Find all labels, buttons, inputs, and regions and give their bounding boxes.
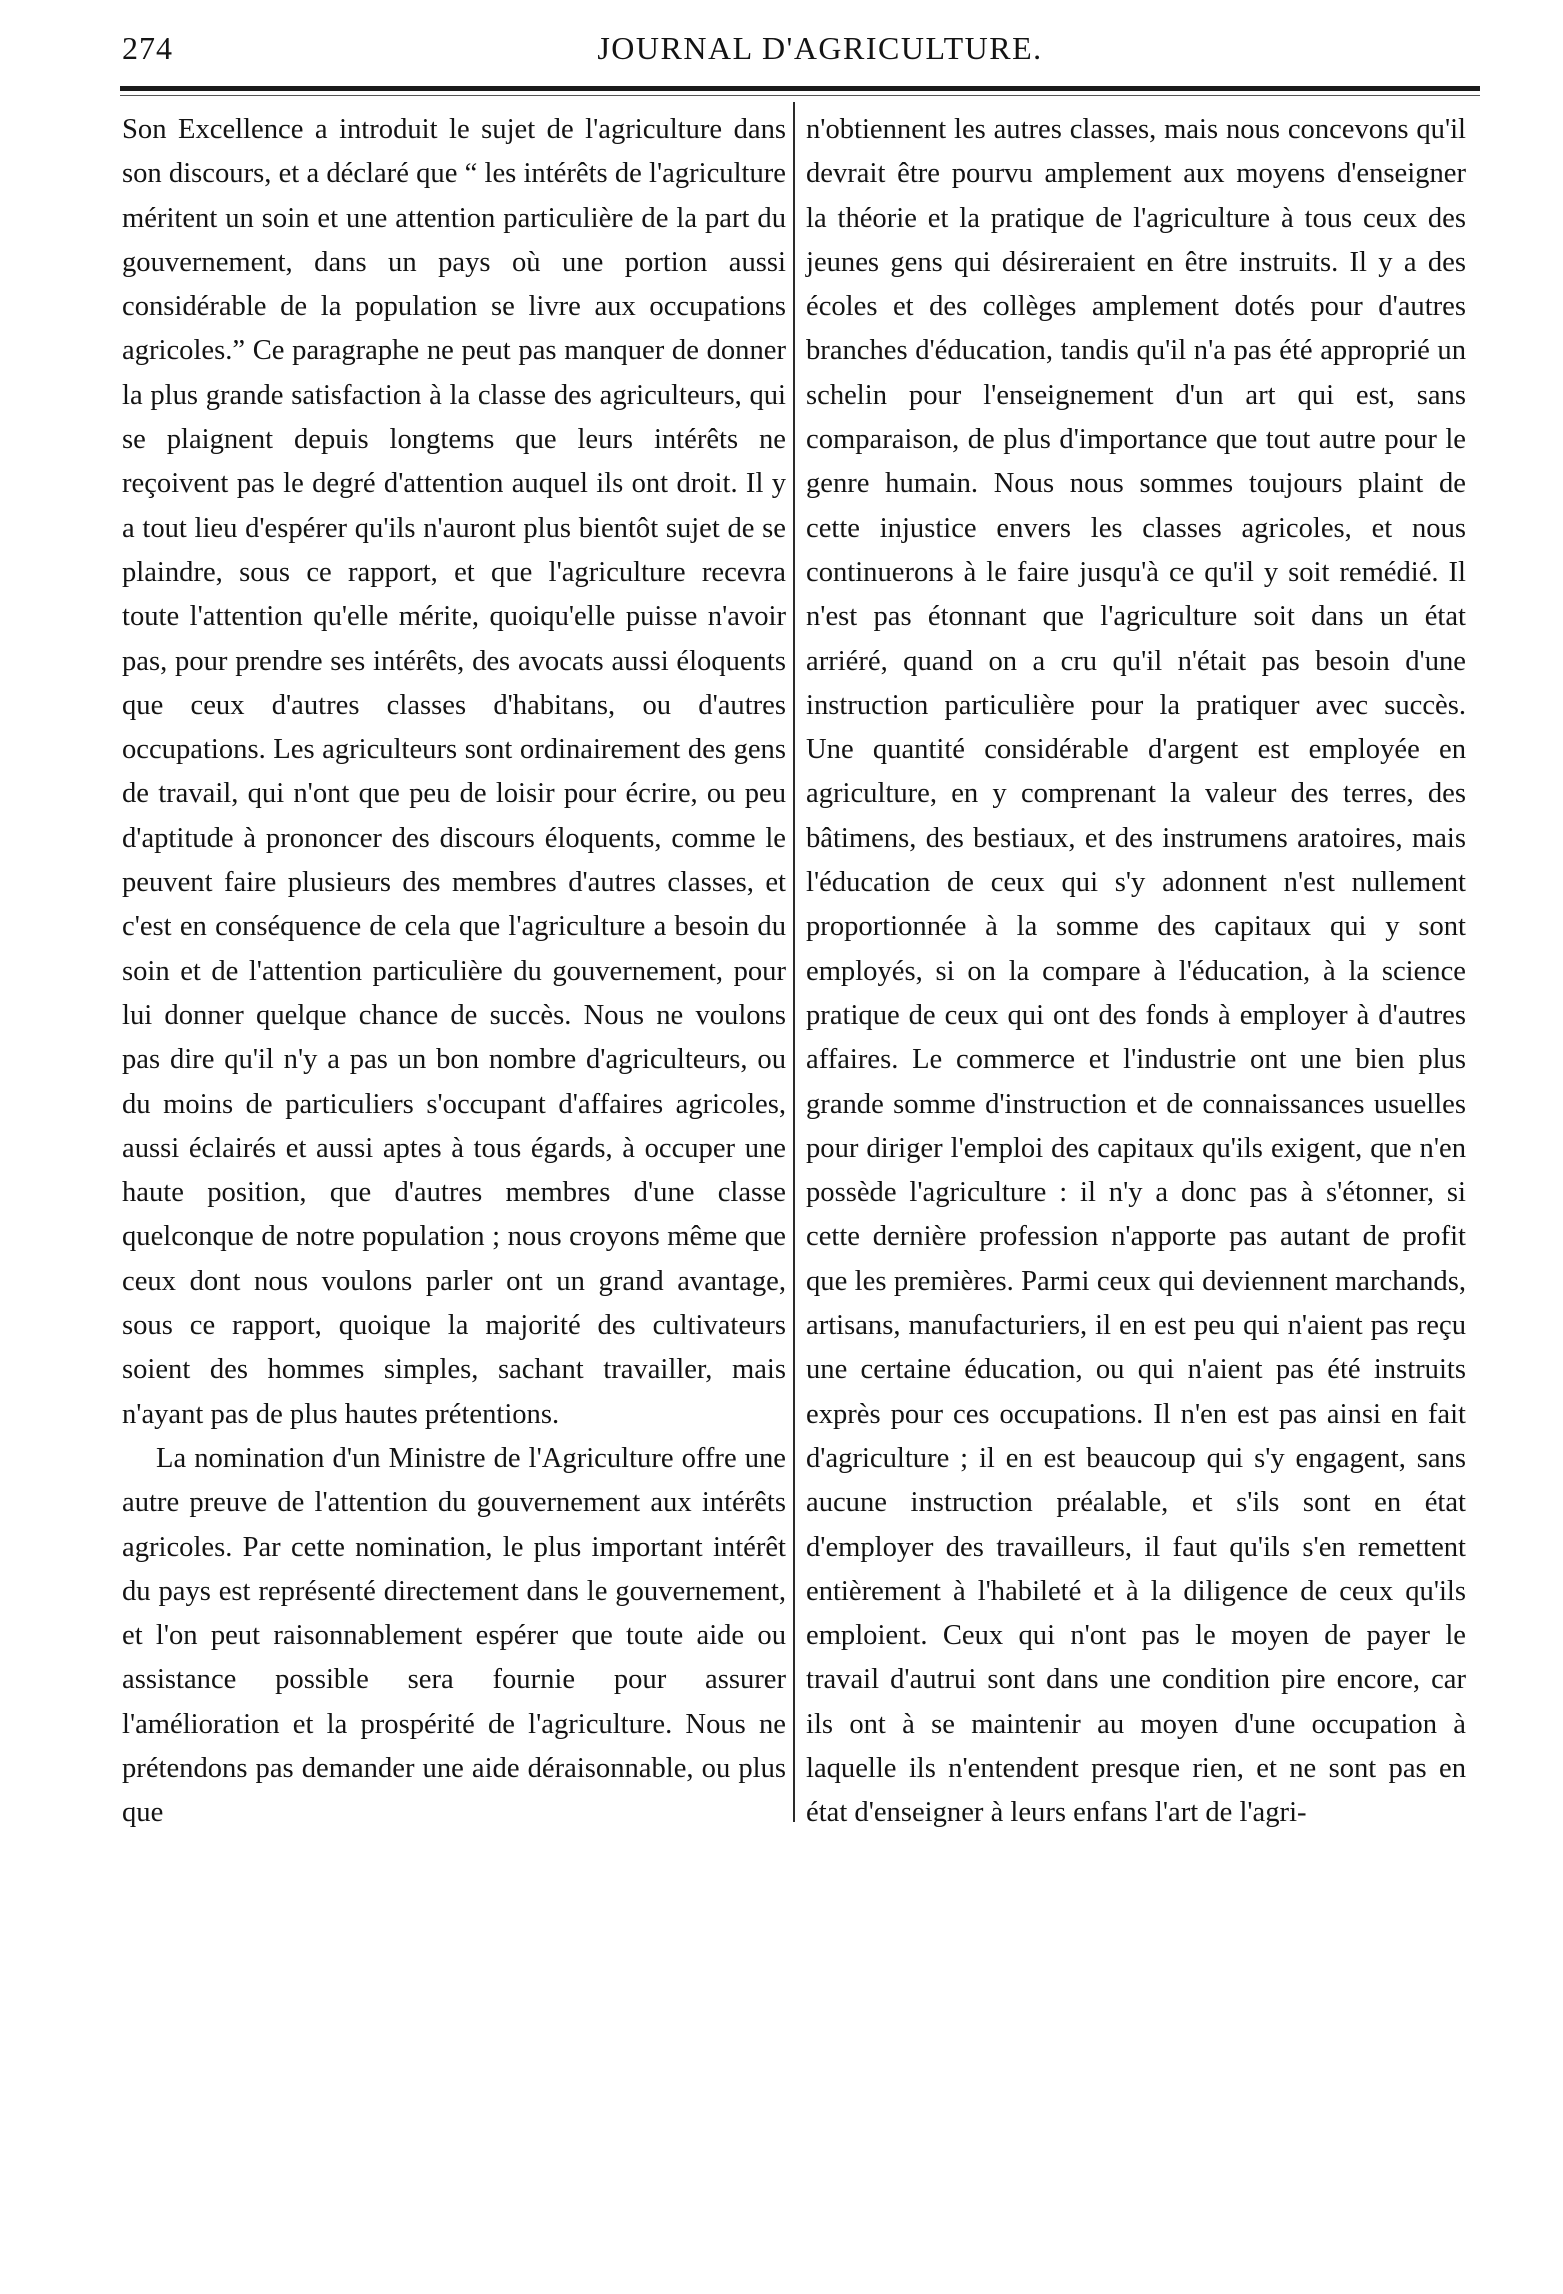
paragraph: Son Excellence a introduit le sujet de l'agriculture dans son discours, et a déclaré que “ les intérêts de l'agriculture méritent un soin et une attention particulière de la part du gouvernement, dans un pays où une portion aussi considérable de la population se livre aux occupations agricoles.” Ce paragraphe ne peut pas manquer de donner la plus grande satisfaction à la classe des agriculteurs, qui se plaignent depuis longtems que leurs intérêts ne reçoivent pas le degré d'attention auquel ils ont droit. Il y a tout lieu d'espérer qu'ils n'auront plus bientôt sujet de se plaindre, sous ce rapport, et que l'agriculture recevra toute l'attention qu'elle mérite, quoiqu'elle puisse n'avoir pas, pour prendre ses intérêts, des avocats aussi éloquents que ceux d'autres classes d'habitans, ou d'autres occupations. Les agriculteurs sont ordinairement des gens de travail, qui n'ont que peu de loisir pour écrire, ou peu d'aptitude à prononcer des discours éloquents, comme le peuvent faire plusieurs des membres d'autres classes, et c'est en conséquence de cela que l'agriculture a besoin du soin et de l'attention particulière du gouvernement, pour lui donner quelque chance de succès. Nous ne voulons pas dire qu'il n'y a pas un bon nombre d'agriculteurs, ou du moins de particuliers s'occupant d'affaires agricoles, aussi éclairés et aussi aptes à tous égards, à occuper une haute position, que d'autres membres d'une classe quelconque de notre population ; nous croyons même que ceux dont nous voulons parler ont un grand avantage, sous ce rapport, quoique la majorité des cultivateurs soient des hommes simples, sachant travailler, mais n'ayant pas de plus hautes prétentions. <box>122 114 786 1430</box>
column-divider <box>793 102 795 1822</box>
header-rule-thin <box>120 95 1480 96</box>
paragraph: n'obtiennent les autres classes, mais nous concevons qu'il devrait être pourvu amplement aux moyens d'enseigner la théorie et la pratique de l'agriculture à tous ceux des jeunes gens qui désireraient en être instruits. Il y a des écoles et des collèges amplement dotés pour d'autres branches d'éducation, tandis qu'il n'a pas été approprié un schelin pour l'enseignement d'un art qui est, sans comparaison, de plus d'importance que tout autre pour le genre humain. Nous nous sommes toujours plaint de cette injustice envers les classes agricoles, et nous continuerons à le faire jusqu'à ce qu'il y soit remédié. Il n'est pas étonnant que l'agriculture soit dans un état arriéré, quand on a cru qu'il n'était pas besoin d'une instruction particulière pour la pratiquer avec succès. Une quantité considérable d'argent est employée en agriculture, en y comprenant la valeur des terres, des bâtimens, des bestiaux, et des instrumens aratoires, mais l'éducation de ceux qui s'y adonnent n'est nullement proportionnée à la somme des capitaux qui y sont employés, si on la compare à l'éducation, à la science pratique de ceux qui ont des fonds à employer à d'autres affaires. Le commerce et l'industrie ont une bien plus grande somme d'instruction et de connaissances usuelles pour diriger l'emploi des capitaux qu'ils exigent, que n'en possède l'agriculture : il n'y a donc pas à s'étonner, si cette dernière profession n'apporte pas autant de profit que les premières. Parmi ceux qui deviennent marchands, artisans, manufacturiers, il en est peu qui n'aient pas reçu une certaine éducation, ou qui n'aient pas été instruits exprès pour ces occupations. Il n'en est pas ainsi en fait d'agriculture ; il en est beaucoup qui s'y engagent, sans aucune instruction préalable, et s'ils sont en état d'employer des travailleurs, il faut qu'ils s'en remettent entièrement à l'habileté et à la diligence de ceux qu'ils emploient. Ceux qui n'ont pas le moyen de payer le travail d'autrui sont dans une condition pire encore, car ils ont à se maintenir au moyen d'une occupation à laquelle ils n'entendent presque rien, et ne sont pas en état d'enseigner à leurs enfans l'art de l'agri- <box>806 114 1466 1829</box>
right-column <box>806 108 1466 1836</box>
running-title: JOURNAL D'AGRICULTURE. <box>597 30 1043 66</box>
left-column <box>122 108 786 1836</box>
header-rule <box>120 86 1480 91</box>
page-number: 274 <box>122 30 173 66</box>
paragraph: La nomination d'un Ministre de l'Agriculture offre une autre preuve de l'attention du gouvernement aux intérêts agricoles. Par cette nomination, le plus important intérêt du pays est représenté directement dans le gouvernement, et l'on peut raisonnablement espérer que toute aide ou assistance possible sera fournie pour assurer l'amélioration et la prospérité de l'agriculture. Nous ne prétendons pas demander une aide déraisonnable, ou plus que <box>122 1442 786 1829</box>
